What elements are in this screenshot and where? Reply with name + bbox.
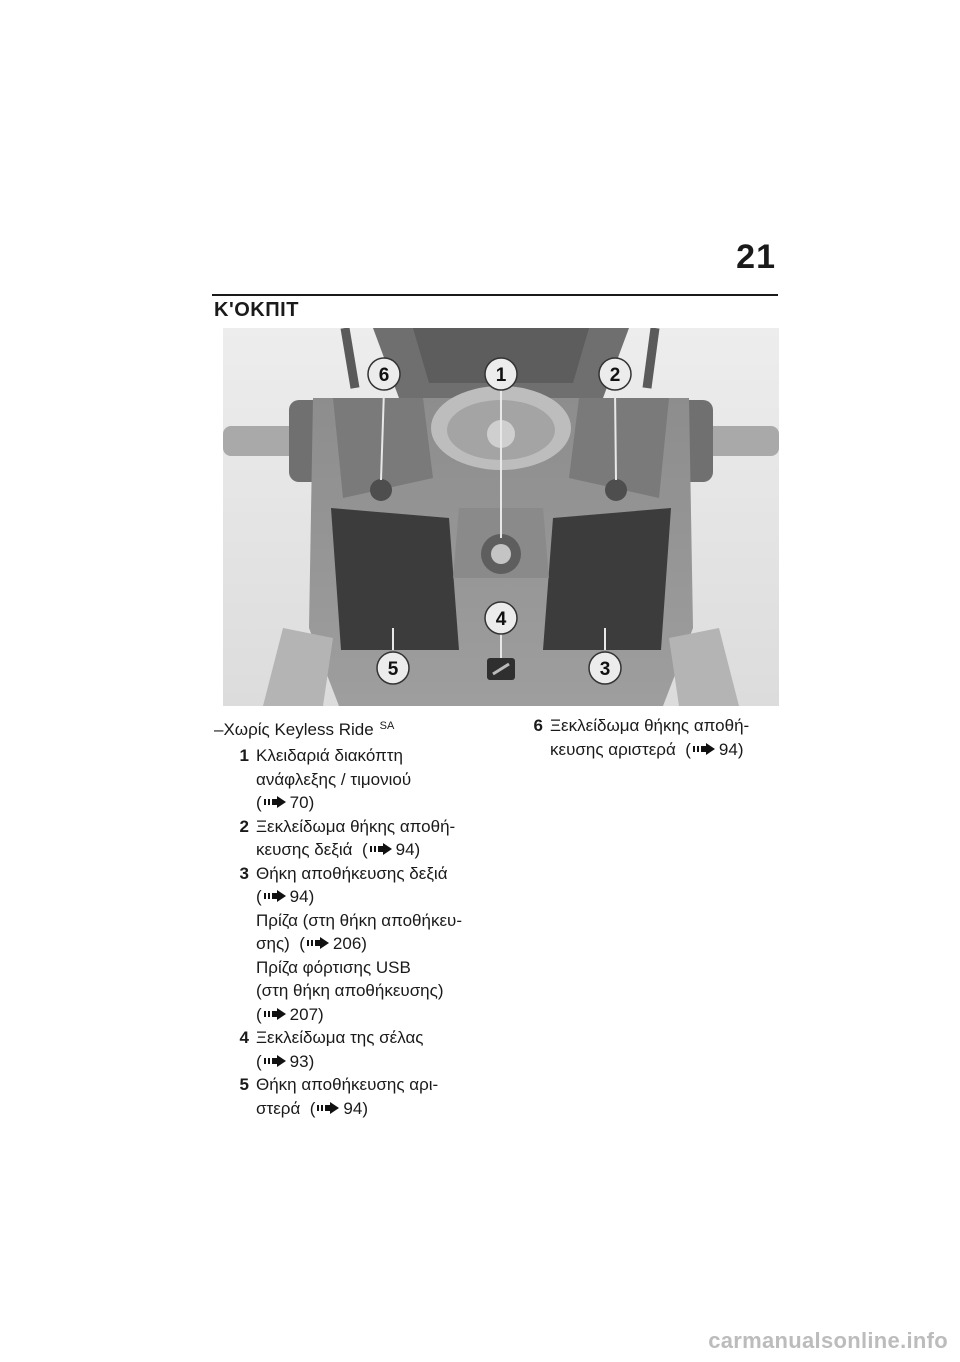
callout-2: [599, 358, 631, 390]
header-rule: [212, 294, 778, 296]
callout-3: [589, 652, 621, 684]
svg-text:5: 5: [387, 659, 399, 680]
watermark: carmanualsonline.info: [708, 1328, 948, 1353]
variant-tag: SA: [379, 720, 395, 732]
legend-number: 1: [239, 746, 249, 765]
legend-right-column: [508, 714, 778, 761]
page-number: 21: [736, 238, 776, 276]
arrow-right-icon: [693, 743, 715, 755]
legend-text: Ξεκλείδωμα της σέλας: [256, 1028, 424, 1047]
svg-text:1: 1: [495, 365, 507, 386]
legend-text: Πρίζα φόρτισης USB: [256, 957, 411, 977]
variant-label: Χωρίς Keyless Ride: [223, 720, 374, 739]
legend-text-with-ref: κευσης δεξιά ( 94): [256, 840, 421, 859]
callout-4: [485, 602, 517, 634]
arrow-right-icon: [264, 796, 286, 808]
legend-text: (στη θήκη αποθήκευσης): [256, 981, 444, 1000]
arrow-right-icon: [264, 890, 286, 902]
page-reference[interactable]: ( 93): [256, 1051, 315, 1071]
legend-text-with-ref: σης) ( 206): [256, 934, 367, 953]
page-reference[interactable]: ( 94): [352, 840, 421, 859]
svg-text:4: 4: [495, 609, 507, 630]
page-reference[interactable]: ( 70): [256, 793, 315, 812]
legend-item-4: [214, 1026, 499, 1073]
svg-text:2: 2: [609, 365, 621, 386]
page-reference[interactable]: ( 207): [256, 1004, 324, 1024]
legend-text: Θήκη αποθήκευσης δεξιά: [256, 863, 448, 883]
callout-line-2: [615, 390, 616, 480]
legend-number: 2: [239, 816, 249, 836]
callout-1: [485, 358, 517, 390]
svg-text:3: 3: [599, 659, 611, 680]
legend-text: ανάφλεξης / τιμονιού: [256, 769, 412, 789]
legend-number: 6: [533, 716, 543, 735]
legend-text: Πρίζα (στη θήκη αποθήκευ-: [256, 910, 462, 930]
legend-text-with-ref: κευσης αριστερά ( 94): [550, 739, 744, 759]
legend-text: Ξεκλείδωμα θήκης αποθή-: [256, 816, 456, 836]
page-reference[interactable]: ( 94): [300, 1098, 368, 1118]
variant-note: –Χωρίς Keyless Ride $^{SA}$: [214, 720, 395, 739]
legend-item-5: [214, 1073, 499, 1120]
page-reference[interactable]: ( 94): [256, 887, 315, 906]
svg-text:6: 6: [378, 365, 390, 386]
legend-text: Κλειδαριά διακόπτη: [256, 746, 403, 765]
legend-item-3: [214, 862, 499, 1027]
legend-number: 3: [239, 863, 249, 883]
legend-item-1: [214, 744, 499, 815]
page-reference[interactable]: ( 94): [675, 739, 744, 759]
legend-left-column: [214, 714, 499, 1120]
arrow-right-icon: [307, 937, 329, 949]
legend-number: 4: [239, 1028, 249, 1047]
legend-number: 5: [239, 1075, 249, 1094]
legend-text: Θήκη αποθήκευσης αρι-: [256, 1075, 439, 1094]
page-reference[interactable]: ( 206): [289, 934, 367, 953]
legend-text: Ξεκλείδωμα θήκης αποθή-: [550, 716, 750, 735]
cockpit-figure: [223, 328, 779, 706]
section-title: Κ'ΟΚΠΙΤ: [214, 299, 299, 321]
callout-6: [368, 358, 400, 390]
arrow-right-icon: [370, 843, 392, 855]
legend-text-with-ref: στερά ( 94): [256, 1098, 368, 1118]
callout-5: [377, 652, 409, 684]
arrow-right-icon: [317, 1102, 339, 1114]
arrow-right-icon: [264, 1055, 286, 1067]
arrow-right-icon: [264, 1008, 286, 1020]
legend-item-2: [214, 815, 499, 862]
legend-item-6: [508, 714, 778, 761]
